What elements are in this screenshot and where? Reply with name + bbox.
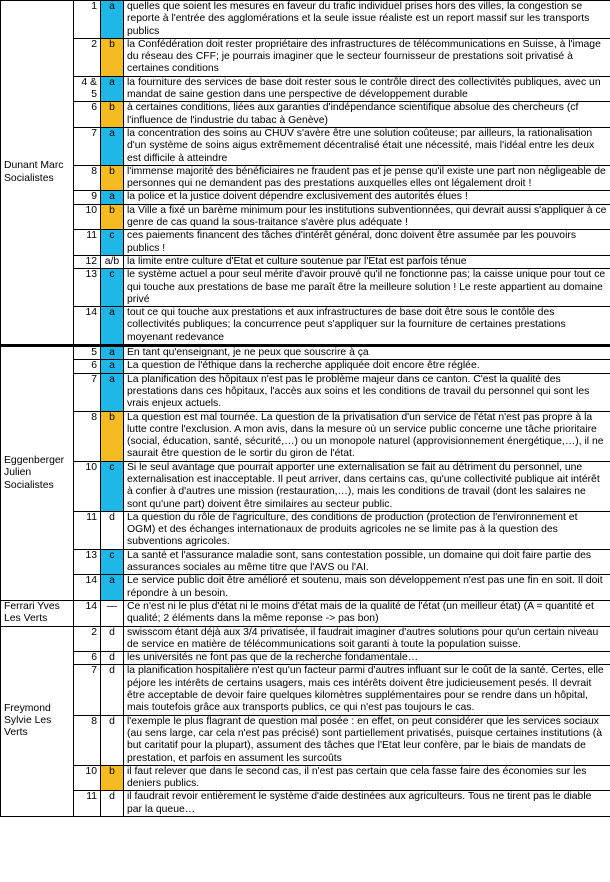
answer-code: d	[101, 791, 124, 817]
question-number: 7	[74, 373, 101, 411]
answer-code: b	[101, 411, 124, 461]
question-number: 11	[74, 230, 101, 256]
answer-code: a	[101, 127, 124, 165]
table-row	[1, 38, 610, 76]
table-row	[1, 102, 610, 128]
answer-code: d	[101, 665, 124, 715]
table-row	[1, 191, 610, 204]
table-row	[1, 255, 610, 268]
table-row	[1, 575, 610, 601]
answer-code: b	[101, 165, 124, 191]
question-number: 6	[74, 102, 101, 128]
comment-text: la Confédération doit rester propriétaire des infrastructures de télécommunications en Suisse, à l'image du réseau des CFF; je pourrais imaginer que le secteur fournisseur de prestations soit privatisé à certaines conditions	[124, 38, 610, 76]
comment-text: la fourniture des services de base doit rester sous le contrôle direct des collectivités publiques, avec un mandat de saine gestion dans une perspective de développement durable	[124, 76, 610, 102]
responses-table-body	[1, 1, 610, 817]
question-number: 8	[74, 715, 101, 765]
question-number: 8	[74, 165, 101, 191]
question-number: 14	[74, 307, 101, 346]
answer-code: b	[101, 38, 124, 76]
comment-text: à certaines conditions, liées aux garanties d'indépendance scientifique absolue des chercheurs (cf l'influence de l'industrie du tabac à Genève)	[124, 102, 610, 128]
table-row	[1, 626, 610, 652]
answer-code: —	[101, 600, 124, 626]
table-row	[1, 549, 610, 575]
question-number: 4 & 5	[74, 76, 101, 102]
question-number: 14	[74, 600, 101, 626]
question-number: 13	[74, 549, 101, 575]
comment-text: Ce n'est ni le plus d'état ni le moins d'état mais de la qualité de l'état (un meilleur état) (A = quantité et qualité; 2 éléments dans la même reponse -> pas bon)	[124, 600, 610, 626]
comment-text: la limite entre culture d'Etat et culture soutenue par l'Etat est parfois ténue	[124, 255, 610, 268]
answer-code: c	[101, 230, 124, 256]
comment-text: La question de l'éthique dans la recherche appliquée doit encore être réglée.	[124, 360, 610, 373]
answer-code: a	[101, 191, 124, 204]
comment-text: ces paiements financent des tâches d'intérêt général, donc doivent être assumée par les pouvoirs publics !	[124, 230, 610, 256]
table-row	[1, 600, 610, 626]
answer-code: a	[101, 76, 124, 102]
table-row	[1, 652, 610, 665]
comment-text: l'exemple le plus flagrant de question mal posée : en effet, on peut considérer que les services sociaux (au sens large, car cela n'est pas précisé) sont partiellement privatisés, puisque certaines institutions (à but caritatif pour la plupart), assument des tâches que l'Etat leur confère, par le biais de mandats de prestation, et parfois en assument les surcoûts	[124, 715, 610, 765]
question-number: 9	[74, 191, 101, 204]
table-row	[1, 230, 610, 256]
answer-code: d	[101, 511, 124, 549]
answer-code: b	[101, 765, 124, 791]
comment-text: La question est mal tournée. La question de la privatisation d'un service de l'état n'est pas propre à la lutte contre l'exclusion. A mon avis, dans la mesure où un service public concerne une tâche prioritaire (social, éducation, santé, sécurité,…) ou un monopole naturel (approvisionnement énergétique,…), il ne saurait être question de le sortir du giron de l'état.	[124, 411, 610, 461]
comment-text: la concentration des soins au CHUV s'avère être une solution coûteuse; par ailleurs, la rationalisation d'un système de soins aigus extrêmement décentralisé était une nécessité, mais l'idéal entre les deux est difficile à atteindre	[124, 127, 610, 165]
table-row	[1, 411, 610, 461]
question-number: 2	[74, 38, 101, 76]
question-number: 5	[74, 346, 101, 360]
answer-code: a	[101, 373, 124, 411]
comment-text: l'immense majorité des bénéficiaires ne fraudent pas et je pense qu'il existe une part non négligeable de personnes qui ne demandent pas des prestations auxquelles elles ont légalement droit !	[124, 165, 610, 191]
respondent-name: Freymond Sylvie Les Verts	[1, 626, 74, 816]
table-row	[1, 269, 610, 307]
comment-text: En tant qu'enseignant, je ne peux que souscrire à ça	[124, 346, 610, 360]
answer-code: b	[101, 102, 124, 128]
answer-code: d	[101, 626, 124, 652]
comment-text: Le service public doit être amélioré et soutenu, mais son développement n'est pas une fin en soit. Il doit répondre à un besoin.	[124, 575, 610, 601]
answer-code: a/b	[101, 255, 124, 268]
table-row	[1, 127, 610, 165]
question-number: 8	[74, 411, 101, 461]
table-row	[1, 665, 610, 715]
comment-text: le système actuel a pour seul mérite d'avoir prouvé qu'il ne fonctionne pas; la caisse unique pour tout ce qui touche aux prestations de base me paraît être la meilleure solution ! Le reste appartient au domaine privé	[124, 269, 610, 307]
comment-text: la police et la justice doivent dépendre exclusivement des autorités élues !	[124, 191, 610, 204]
question-number: 10	[74, 461, 101, 511]
table-row	[1, 1, 610, 39]
question-number: 6	[74, 360, 101, 373]
table-row	[1, 373, 610, 411]
comment-text: tout ce qui touche aux prestations et aux infrastructures de base doit être sous le contôle des collectivités publiques; la concurrence peut s'appliquer sur la fourniture de certaines prestations moyenant redevance	[124, 307, 610, 346]
question-number: 10	[74, 765, 101, 791]
answer-code: b	[101, 204, 124, 230]
table-row	[1, 307, 610, 346]
answer-code: d	[101, 715, 124, 765]
comment-text: il faut relever que dans le second cas, il n'est pas certain que cela fasse faire des économies sur les deniers publics.	[124, 765, 610, 791]
table-row	[1, 76, 610, 102]
comment-text: Si le seul avantage que pourrait apporter une externalisation se fait au détriment du personnel, une externalisation est inacceptable. Il peut arriver, dans certains cas, qu'une collectivité publique ait intérêt à confier à d'autres une mission (restauration,…), mais les conditions de travail (dont les salaires ne sont qu'une part) doivent être similaires au secteur public.	[124, 461, 610, 511]
answer-code: a	[101, 1, 124, 39]
answer-code: a	[101, 346, 124, 360]
comment-text: swisscom étant déjà aux 3/4 privatisée, il faudrait imaginer d'autres solutions pour qu'un certain niveau de service en matière de télécommunications soit garanti à toute la population suisse.	[124, 626, 610, 652]
table-row	[1, 346, 610, 360]
question-number: 14	[74, 575, 101, 601]
table-row	[1, 715, 610, 765]
respondent-name: Ferrari Yves Les Verts	[1, 600, 74, 626]
table-row	[1, 791, 610, 817]
respondent-name: Eggenberger Julien Socialistes	[1, 346, 74, 601]
question-number: 2	[74, 626, 101, 652]
question-number: 11	[74, 511, 101, 549]
comment-text: la planification hospitalière n'est qu'un facteur parmi d'autres influant sur le coût de la santé. Certes, elle péjore les intérêts de certains usagers, mais ces intérêts doivent être judicieusement pesés. Il devrait être acceptable de devoir faire quelques kilomètres supplémentaires pour se rendre dans un hôpital, mais toutefois grâce aux transports publics, ce qui n'est pas toujours le cas.	[124, 665, 610, 715]
table-row	[1, 511, 610, 549]
comment-text: il faudrait revoir entièrement le système d'aide destinées aux agriculteurs. Tous ne tirent pas le diable par la queue…	[124, 791, 610, 817]
table-row	[1, 765, 610, 791]
comment-text: la Ville a fixé un barème minimum pour les institutions subventionnées, qui devrait aussi s'appliquer à ce genre de cas quand la sous-traitance s'avère plus adéquate !	[124, 204, 610, 230]
question-number: 13	[74, 269, 101, 307]
answer-code: c	[101, 549, 124, 575]
comment-text: les universités ne font pas que de la recherche fondamentale…	[124, 652, 610, 665]
comment-text: quelles que soient les mesures en faveur du trafic individuel prises hors des villes, la congestion se reporte à l'entrée des agglomérations et la seule issue réaliste est un report massif sur les transports publics	[124, 1, 610, 39]
question-number: 6	[74, 652, 101, 665]
question-number: 10	[74, 204, 101, 230]
table-row	[1, 165, 610, 191]
table-row	[1, 360, 610, 373]
answer-code: c	[101, 269, 124, 307]
table-row	[1, 204, 610, 230]
question-number: 11	[74, 791, 101, 817]
answer-code: c	[101, 461, 124, 511]
respondent-name: Dunant Marc Socialistes	[1, 1, 74, 346]
answer-code: a	[101, 307, 124, 346]
answer-code: d	[101, 652, 124, 665]
question-number: 7	[74, 127, 101, 165]
comment-text: La santé et l'assurance maladie sont, sans contestation possible, un domaine qui doit faire partie des assurances sociales au même titre que l'AVS ou l'AI.	[124, 549, 610, 575]
comment-text: La question du rôle de l'agriculture, des conditions de production (protection de l'environnement et OGM) et des échanges internationaux de produits agricoles ne se limite pas à la question des subventions agricoles.	[124, 511, 610, 549]
answer-code: a	[101, 575, 124, 601]
comment-text: La planification des hôpitaux n'est pas le problème majeur dans ce canton. C'est la qualité des prestations dans ces hôpitaux, l'accès aux soins et les conditions de travail du personnel qui sont les vrais enjeux actuels.	[124, 373, 610, 411]
question-number: 7	[74, 665, 101, 715]
question-number: 12	[74, 255, 101, 268]
table-row	[1, 461, 610, 511]
answer-code: a	[101, 360, 124, 373]
question-number: 1	[74, 1, 101, 39]
